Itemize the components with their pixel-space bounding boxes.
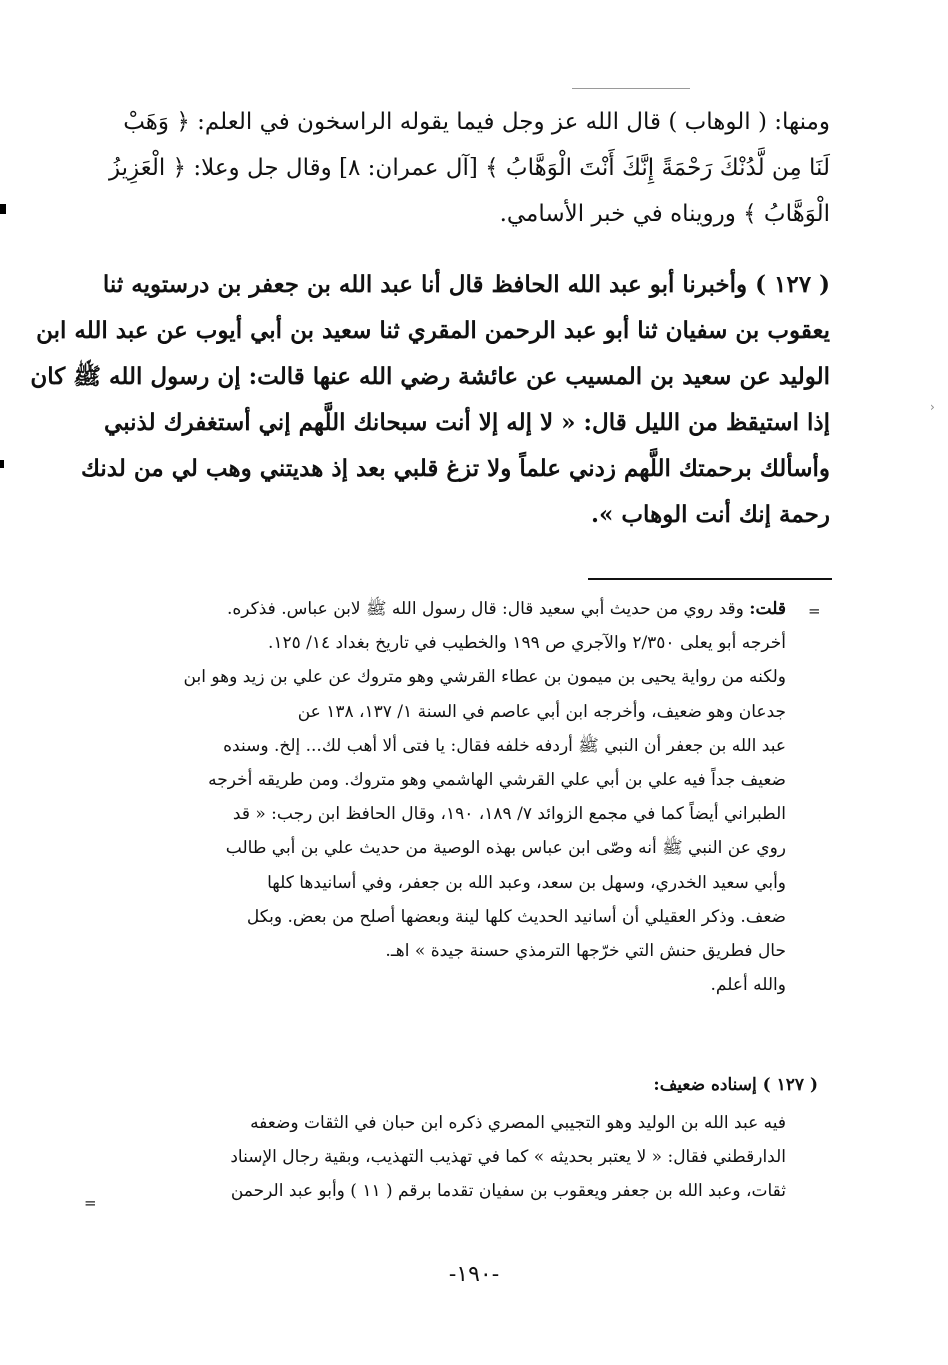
footnote-line: الطبراني أيضاً كما في مجمع الزوائد ٧/ ١٨٩، ١٩٠، وقال الحافظ ابن رجب: « قد: [232, 804, 786, 825]
footnote-note-label: قلت:: [749, 599, 786, 619]
footnote-line: [118, 592, 786, 626]
footnote-127-body: [118, 1106, 786, 1209]
footnote-separator: [588, 578, 832, 580]
footnote-block: [118, 592, 786, 1002]
footnote-line: جدعان وهو ضعيف، وأخرجه ابن أبي عاصم في السنة ١/ ١٣٧، ١٣٨ عن: [297, 701, 786, 722]
main-line: ومنها: ( الوهاب ) قال الله عز وجل فيما يقوله الراسخون في العلم: ﴿ وَهَبْ: [123, 109, 830, 135]
hadith-127-text: [30, 262, 830, 538]
hadith-line: يعقوب بن سفيان ثنا أبو عبد الرحمن المقري ثنا سعيد بن أبي أيوب عن عبد الله ابن: [36, 317, 830, 344]
hadith-line: إذا استيقظ من الليل قال: « لا إله إلا أنت سبحانك اللَّهم إني أستغفرك لذنبي: [104, 409, 830, 436]
page-number: -١٩٠-: [448, 1262, 500, 1287]
footnote-line: ضعيف جداً فيه علي بن أبي علي القرشي الهاشمي وهو متروك. ومن طريقه أخرجه: [208, 769, 786, 790]
hadith-line: ( ١٢٧ ) وأخبرنا أبو عبد الله الحافظ قال أنا عبد الله بن جعفر بن درستويه ثنا: [102, 271, 830, 298]
footnote-127-heading: ( ١٢٧ ) إسناده ضعيف:: [653, 1075, 818, 1095]
continuation-mark-bottom: =: [84, 1194, 97, 1212]
footnote-line: فيه عبد الله بن الوليد وهو التجيبي المصري ذكره ابن حبان في الثقات وضعفه: [250, 1113, 786, 1133]
footnote-line: ضعف. وذكر العقيلي أن أسانيد الحديث كلها لينة وبعضها أصلح من بعض. وبكل: [246, 906, 786, 927]
footnote-line: والله أعلم.: [710, 975, 786, 996]
footnote-127-heading-block: [118, 1068, 818, 1102]
scan-edge-tick-right: ›: [930, 400, 935, 414]
top-decorative-rule: [572, 88, 690, 89]
footnote-line: الدارقطني فقال: « لا يعتبر بحديثه » كما في تهذيب التهذيب، وبقية رجال الإسناد: [230, 1147, 786, 1168]
hadith-line: الوليد عن سعيد بن المسيب عن عائشة رضي الله عنها قالت: إن رسول الله ﷺ كان: [30, 363, 830, 390]
footnote-line: وأبي سعيد الخدري، وسهل بن سعد، وعبد الله بن جعفر، وفي أسانيدها كلها: [267, 872, 786, 893]
footnote-line: عبد الله بن جعفر أن النبي ﷺ أردفه خلفه فقال: يا فتى ألا أهب لك... إلخ. وسنده: [223, 735, 786, 756]
hadith-line: رحمة إنك أنت الوهاب ».: [591, 501, 830, 528]
continuation-mark-top: =: [808, 602, 821, 620]
main-line: لَنَا مِن لَّدُنْكَ رَحْمَةً إِنَّكَ أَنْتَ الْوَهَّابُ ﴾ [آل عمران: ٨] وقال جل وعلا: ﴿ الْعَزِيزُ: [108, 155, 830, 181]
hadith-line: وأسألك برحمتك اللَّهم زدني علماً ولا تزغ قلبي بعد إذ هديتني وهب لي من لدنك: [81, 455, 830, 482]
footnote-line: حال فطريق حنش التي خرّجها الترمذي حسنة جيدة » اهـ.: [385, 940, 786, 961]
scan-edge-mark-middle: [0, 460, 4, 468]
footnote-line: روي عن النبي ﷺ أنه وصّى ابن عباس بهذه الوصية من حديث علي بن أبي طالب: [225, 838, 786, 859]
footnote-line: ولكنه من رواية يحيى بن ميمون بن عطاء القرشي وهو متروك عن علي بن زيد وهو ابن: [183, 667, 786, 688]
main-line: الْوَهَّابُ ﴾ ورويناه في خبر الأسامي.: [499, 201, 830, 227]
scan-edge-mark-top: [0, 204, 6, 214]
footnote-line-text: وقد روي من حديث أبي سعيد قال: قال رسول الله ﷺ لابن عباس. فذكره.: [226, 599, 744, 619]
main-text: [108, 99, 830, 237]
footnote-line: أخرجه أبو يعلى ٢/٣٥٠ والآجري ص ١٩٩ والخطيب في تاريخ بغداد ١٤/ ١٢٥.: [267, 633, 786, 654]
footnote-line: ثقات، وعبد الله بن جعفر ويعقوب بن سفيان تقدما برقم ( ١١ ) وأبو عبد الرحمن: [230, 1181, 786, 1202]
